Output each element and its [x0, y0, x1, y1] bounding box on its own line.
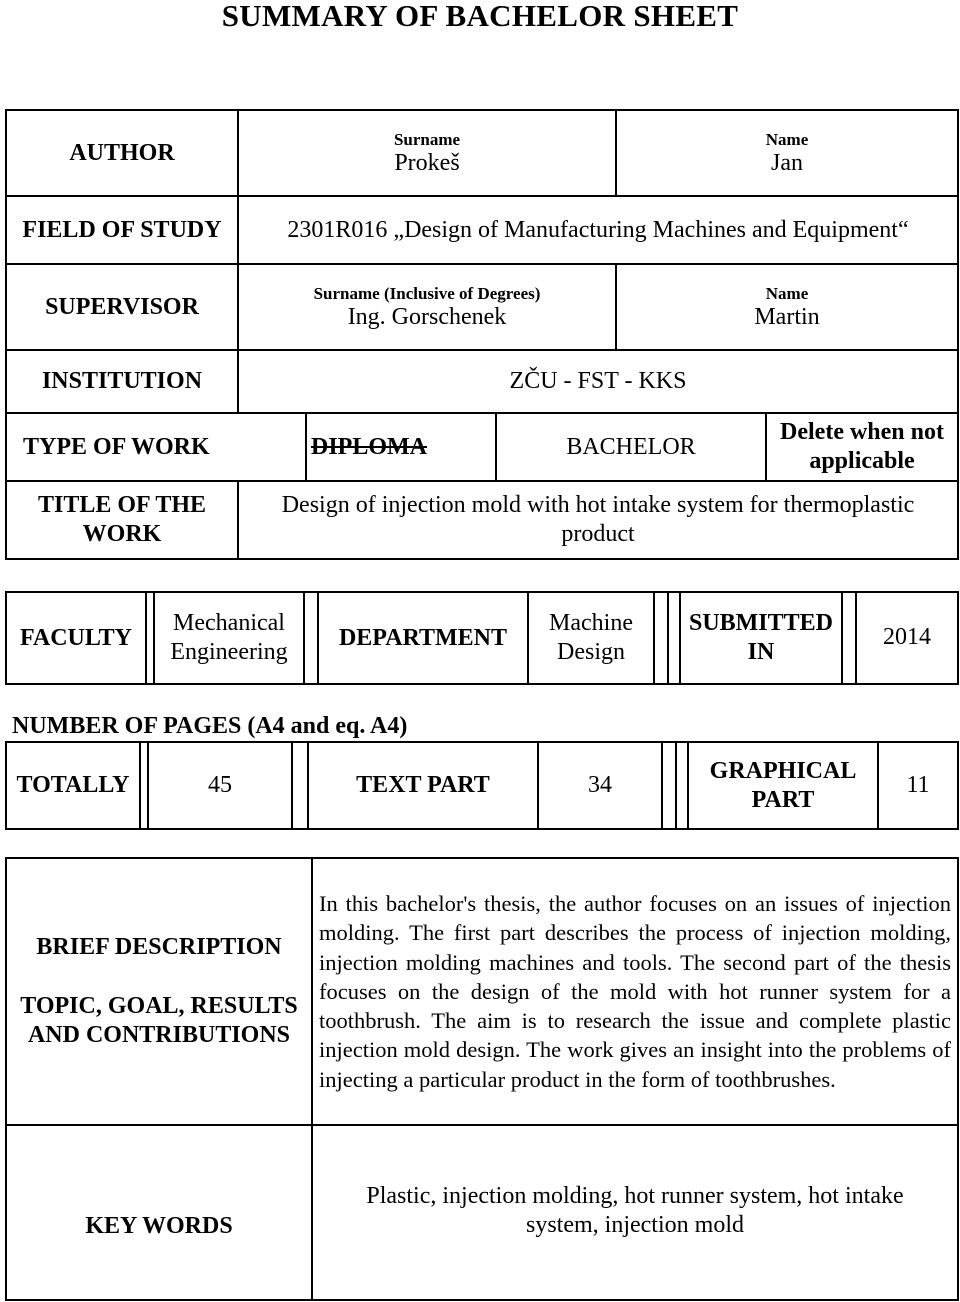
institution-value: ZČU - FST - KKS — [238, 350, 958, 413]
supervisor-name-label: Name — [765, 283, 809, 303]
type-bachelor: BACHELOR — [496, 413, 766, 481]
submitted-label: SUBMITTED IN — [680, 592, 842, 684]
supervisor-name: Martin — [754, 303, 820, 330]
faculty-table — [5, 591, 959, 685]
field-of-study-label: FIELD OF STUDY — [6, 196, 238, 264]
text-part-label: TEXT PART — [308, 742, 538, 829]
text-part-divider-2 — [676, 742, 688, 829]
text-part-divider — [662, 742, 676, 829]
key-words-label: KEY WORDS — [6, 1125, 312, 1300]
type-diploma: DIPLOMA — [306, 413, 496, 481]
info-table — [5, 109, 959, 560]
author-surname: Prokeš — [394, 149, 460, 176]
type-note: Delete when not applicable — [766, 413, 958, 481]
supervisor-surname-label: Surname (Inclusive of Degrees) — [313, 283, 541, 303]
author-name: Jan — [771, 149, 803, 176]
author-name-label: Name — [765, 129, 809, 149]
totally-value: 45 — [148, 742, 292, 829]
supervisor-name-cell — [616, 264, 958, 350]
faculty-divider-2 — [304, 592, 318, 684]
department-divider — [654, 592, 668, 684]
page-title: SUMMARY OF BACHELOR SHEET — [221, 0, 739, 33]
supervisor-surname-cell — [238, 264, 616, 350]
faculty-label: FACULTY — [6, 592, 146, 684]
faculty-divider — [146, 592, 154, 684]
supervisor-label: SUPERVISOR — [6, 264, 238, 350]
title-of-work-label: TITLE OF THE WORK — [6, 481, 238, 559]
topic-goal-label: TOPIC, GOAL, RESULTS AND CONTRIBUTIONS — [20, 993, 298, 1048]
description-table — [5, 857, 959, 1301]
type-of-work-label: TYPE OF WORK — [6, 413, 306, 481]
institution-label: INSTITUTION — [6, 350, 238, 413]
brief-description-label: BRIEF DESCRIPTION — [36, 934, 282, 960]
graphical-part-value: 11 — [878, 742, 958, 829]
author-surname-label: Surname — [393, 129, 461, 149]
pages-table — [5, 741, 959, 830]
key-words-value: Plastic, injection molding, hot runner system, hot intake system, injection mold — [312, 1125, 958, 1300]
department-label: DEPARTMENT — [318, 592, 528, 684]
department-value: Machine Design — [528, 592, 654, 684]
text-part-value: 34 — [538, 742, 662, 829]
totally-divider — [140, 742, 148, 829]
author-surname-cell — [238, 110, 616, 196]
submitted-divider — [842, 592, 856, 684]
graphical-part-label: GRAPHICAL PART — [688, 742, 878, 829]
title-of-work-value: Design of injection mold with hot intake system for thermoplastic product — [238, 481, 958, 559]
supervisor-surname: Ing. Gorschenek — [347, 303, 507, 330]
author-label: AUTHOR — [6, 110, 238, 196]
description-text: In this bachelor's thesis, the author focuses on an issues of injection molding. The first part describes the process of injection molding, injection molding machines and tools. The second part of the thesis focuses on the design of the mold with hot runner system for a toothbrush. The aim is to research the issue and complete plastic injection mold design. The work gives an insight into the problems of injecting a particular product in the form of toothbrushes. — [312, 858, 958, 1125]
totally-divider-2 — [292, 742, 308, 829]
submitted-value: 2014 — [856, 592, 958, 684]
faculty-value: Mechanical Engineering — [154, 592, 304, 684]
description-label-cell — [6, 858, 312, 1125]
department-divider-2 — [668, 592, 680, 684]
pages-heading: NUMBER OF PAGES (A4 and eq. A4) — [12, 713, 408, 739]
field-of-study-value: 2301R016 „Design of Manufacturing Machines and Equipment“ — [238, 196, 958, 264]
author-name-cell — [616, 110, 958, 196]
totally-label: TOTALLY — [6, 742, 140, 829]
